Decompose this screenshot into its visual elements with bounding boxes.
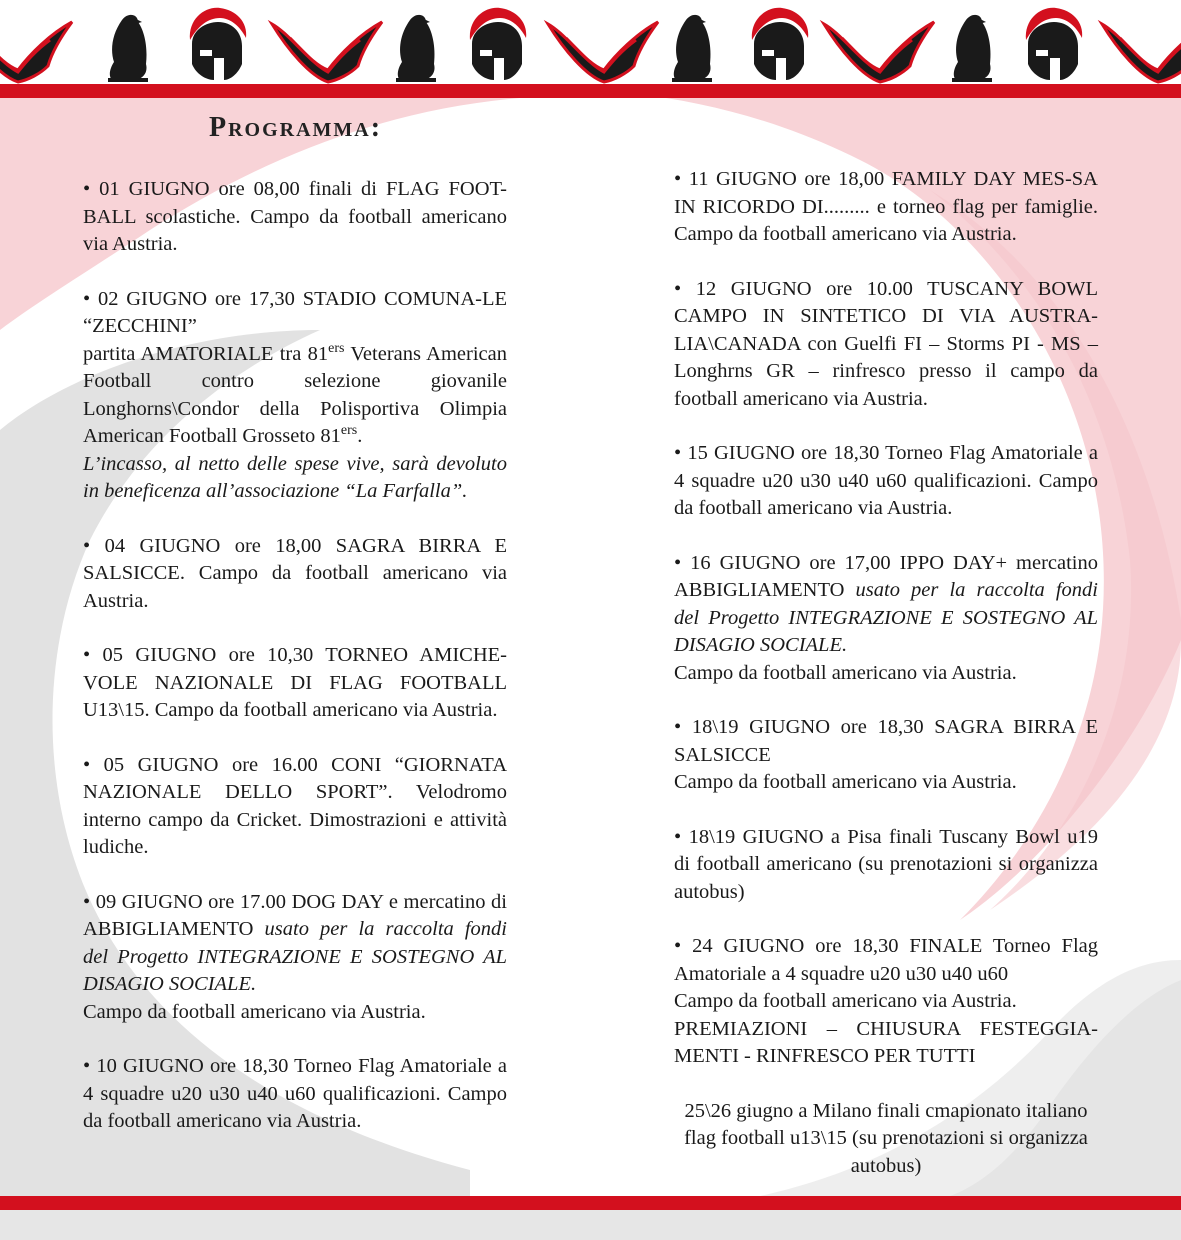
event-item: • 05 GIUGNO ore 10,30 TORNEO AMICHE-VOLE NAZIONALE DI FLAG FOOTBALL U13\15. Campo da football americano via Austria. <box>83 644 507 721</box>
eagle-wing-icon <box>824 22 934 82</box>
event-item: • 01 GIUGNO ore 08,00 finali di FLAG FOOT-BALL scolastiche. Campo da football americano via Austria. <box>83 178 507 255</box>
eagle-perched-icon <box>952 15 992 82</box>
bottom-grey-strip <box>0 1210 1181 1240</box>
event-item: • 24 GIUGNO ore 18,30 FINALE Torneo Flag Amatoriale a 4 squadre u20 u30 u40 u60 Campo da football americano via Austria. PREMIAZIONI – CHIUSURA FESTEGGIA-MENTI - RINFRESCO PER TUTTI <box>674 935 1098 1067</box>
event-item: • 12 GIUGNO ore 10.00 TUSCANY BOWL CAMPO IN SINTETICO DI VIA AUSTRA-LIA\CANADA con Guelfi FI – Storms PI - MS – Longhrns GR – rinfresco presso il campo da football americano via Austria. <box>674 277 1098 410</box>
right-column <box>674 166 1098 1201</box>
event-item: • 10 GIUGNO ore 18,30 Torneo Flag Amatoriale a 4 squadre u20 u30 u40 u60 qualificazioni. Campo da football americano via Austria. <box>83 1055 507 1132</box>
eagle-perched-icon <box>396 15 436 82</box>
top-red-bar <box>0 84 1181 98</box>
eagle-wing-icon <box>272 22 382 82</box>
spartan-helmet-icon <box>752 8 808 80</box>
eagle-perched-icon <box>108 15 148 82</box>
event-note: L’incasso, al netto delle spese vive, sarà devoluto in beneficenza all’associazione “La Farfalla”. <box>83 452 507 502</box>
event-item: • 16 GIUGNO ore 17,00 IPPO DAY+ mercatino ABBIGLIAMENTO usato per la raccolta fondi del Progetto INTEGRAZIONE E SOSTEGNO AL DISAGIO SOCIALE. Campo da football americano via Austria. <box>674 551 1098 684</box>
spartan-helmet-icon <box>190 8 246 80</box>
event-item: • 18\19 GIUGNO a Pisa finali Tuscany Bowl u19 di football americano (su prenotazioni si organizza autobus) <box>674 825 1098 903</box>
spartan-helmet-icon <box>1026 8 1082 80</box>
event-item: • 11 GIUGNO ore 18,00 FAMILY DAY MES-SA IN RICORDO DI......... e torneo flag per famiglie. Campo da football americano via Austria. <box>674 168 1098 245</box>
event-item: • 04 GIUGNO ore 18,00 SAGRA BIRRA E SALSICCE. Campo da football americano via Austria. <box>83 534 507 612</box>
event-item: • 18\19 GIUGNO ore 18,30 SAGRA BIRRA E SALSICCE Campo da football americano via Austria. <box>674 716 1098 793</box>
page-title: Programma: <box>209 112 383 143</box>
left-column <box>83 176 507 1163</box>
event-item: • 15 GIUGNO ore 18,30 Torneo Flag Amatoriale a 4 squadre u20 u30 u40 u60 qualificazioni. Campo da football americano via Austria. <box>674 442 1098 519</box>
spartan-helmet-icon <box>470 8 526 80</box>
eagle-perched-icon <box>672 15 712 82</box>
eagle-wing-icon <box>548 22 658 82</box>
event-item: • 05 GIUGNO ore 16.00 CONI “GIORNATA NAZIONALE DELLO SPORT”. Velodromo interno campo da Cricket. Dimostrazioni e attività ludiche. <box>83 753 507 858</box>
event-item: • 09 GIUGNO ore 17.00 DOG DAY e mercatino di ABBIGLIAMENTO usato per la raccolta fondi del Progetto INTEGRAZIONE E SOSTEGNO AL DISAGIO SOCIALE. Campo da football americano via Austria. <box>83 890 507 1023</box>
eagle-wing-icon <box>1102 22 1181 82</box>
event-item: • 02 GIUGNO ore 17,30 STADIO COMUNA-LE “ZECCHINI” partita AMATORIALE tra 81ers Veterans American Football contro selezione giovanile Longhorns\Condor della Polisportiva Olimpia American Football Grosseto 81ers. L’incasso, al netto delle spese vive, sarà devoluto in beneficenza all’associazione “La Farfalla”. <box>83 286 507 506</box>
footer-note: 25\26 giugno a Milano finali cmapionato italiano flag football u13\15 (su prenotazioni si organizza autobus) <box>684 1099 1088 1177</box>
